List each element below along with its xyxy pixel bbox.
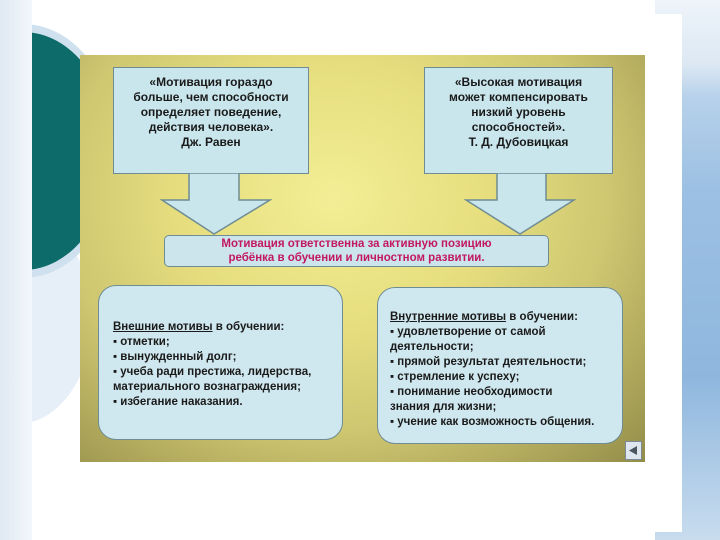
- motive-item: ▪ стремление к успеху;: [390, 371, 520, 383]
- arrow-down-right: [464, 173, 576, 235]
- internal-motives-title: Внутренние мотивы: [390, 311, 507, 323]
- motive-item: деятельности;: [390, 341, 474, 353]
- quote-line: «Мотивация гораздо: [149, 75, 273, 89]
- diagram-panel: [80, 55, 645, 462]
- motive-item: ▪ удовлетворение от самой: [390, 326, 546, 338]
- central-statement: [164, 235, 549, 267]
- motive-item: ▪ учеба ради престижа, лидерства,: [113, 366, 312, 378]
- central-line: Мотивация ответственна за активную позицию: [221, 238, 492, 250]
- previous-slide-button[interactable]: [625, 441, 642, 460]
- quote-dubovitskaya: [424, 67, 613, 174]
- arrow-down-left: [160, 173, 272, 235]
- quote-line: может компенсировать: [449, 90, 588, 104]
- internal-motives-title-rest: в обучении:: [506, 311, 578, 323]
- external-motives-title-rest: в обучении:: [212, 321, 285, 333]
- quote-author: Дж. Равен: [181, 135, 241, 149]
- internal-motives-box: [377, 287, 623, 444]
- motive-item: ▪ вынужденный долг;: [113, 351, 237, 363]
- quote-line: определяет поведение,: [140, 105, 282, 119]
- background-left-strip: [0, 0, 32, 540]
- quote-line: «Высокая мотивация: [454, 75, 583, 89]
- motive-item: ▪ отметки;: [113, 336, 170, 348]
- quote-line: низкий уровень: [471, 105, 566, 119]
- external-motives-title: Внешние мотивы: [113, 321, 213, 333]
- motive-item: знания для жизни;: [390, 401, 497, 413]
- quote-raven: [113, 67, 309, 174]
- motive-item: ▪ прямой результат деятельности;: [390, 356, 587, 368]
- motive-item: ▪ понимание необходимости: [390, 386, 553, 398]
- triangle-left-icon: [628, 445, 639, 456]
- quote-line: способностей».: [471, 120, 566, 134]
- quote-author: Т. Д. Дубовицкая: [468, 135, 569, 149]
- motive-item: материального вознаграждения;: [113, 381, 301, 393]
- quote-line: больше, чем способности: [133, 90, 289, 104]
- external-motives-box: [98, 285, 343, 440]
- central-line: ребёнка в обучении и личностном развитии.: [228, 251, 485, 264]
- motive-item: ▪ избегание наказания.: [113, 396, 243, 408]
- internal-motives-heading: [390, 310, 616, 325]
- motive-item: ▪ учение как возможность общения.: [390, 416, 595, 428]
- external-motives-heading: [113, 320, 334, 335]
- quote-line: действия человека».: [148, 120, 274, 134]
